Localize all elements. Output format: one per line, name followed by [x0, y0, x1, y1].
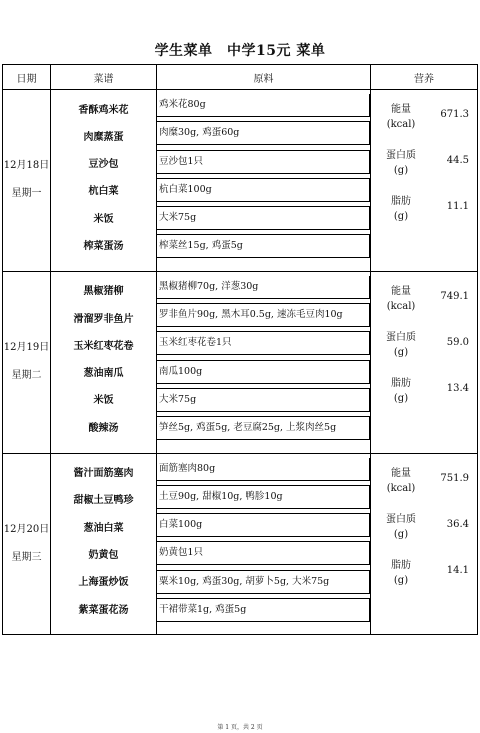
- ingredient-text: 干裙带菜1g, 鸡蛋5g: [157, 598, 370, 622]
- dish-name: 榨菜蛋汤: [83, 240, 124, 252]
- energy-label: 能量: [391, 285, 411, 297]
- protein-value: 59.0: [446, 336, 469, 348]
- protein-row: [371, 508, 477, 554]
- ingredient-text: 杭白菜100g: [157, 178, 370, 202]
- energy-value: 671.3: [440, 109, 469, 120]
- date-cell: [3, 271, 51, 453]
- menu-table: [2, 64, 478, 635]
- dish-name: 黑椒猪柳: [83, 286, 124, 298]
- dish-name: 米饭: [93, 213, 114, 225]
- protein-unit: (g): [393, 346, 409, 358]
- header-nutrition: 营养: [371, 65, 478, 90]
- fat-row: [371, 554, 477, 600]
- energy-row: [371, 280, 477, 326]
- dish-cell: [51, 271, 157, 453]
- ingredients-cell: [157, 90, 371, 272]
- ingredients-cell: [157, 453, 371, 635]
- date-label: 12月18日: [3, 160, 50, 172]
- ingredient-text: 白菜100g: [157, 513, 370, 537]
- dish-name: 上海蛋炒饭: [78, 577, 129, 589]
- fat-label: 脂肪: [391, 559, 411, 571]
- protein-value: 36.4: [446, 518, 469, 530]
- energy-value: 751.9: [440, 472, 469, 484]
- dish-name: 杭白菜: [88, 186, 119, 198]
- fat-row: [371, 372, 477, 418]
- protein-label: 蛋白质: [386, 150, 416, 161]
- ingredient-text: 笋丝5g, 鸡蛋5g, 老豆腐25g, 上浆肉丝5g: [157, 416, 370, 440]
- nutrition-cell: [371, 453, 478, 635]
- day-row: [3, 271, 478, 453]
- protein-row: [371, 144, 477, 190]
- ingredient-text: 黑椒猪柳70g, 洋葱30g: [157, 276, 370, 299]
- dish-name: 玉米红枣花卷: [73, 340, 134, 352]
- energy-row: [371, 462, 477, 508]
- fat-unit: (g): [393, 574, 409, 586]
- ingredient-text: 肉糜30g, 鸡蛋60g: [157, 121, 370, 145]
- energy-label: 能量: [391, 467, 411, 479]
- date-label: 12月20日: [3, 523, 50, 535]
- ingredient-text: 罗非鱼片90g, 黑木耳0.5g, 速冻毛豆肉10g: [157, 303, 370, 327]
- date-cell: [3, 453, 51, 635]
- ingredient-text: 南瓜100g: [157, 360, 370, 384]
- weekday-label: 星期三: [11, 551, 42, 563]
- protein-unit: (g): [393, 165, 409, 176]
- energy-label: 能量: [391, 104, 411, 115]
- fat-value: 14.1: [446, 564, 469, 576]
- day-row: [3, 90, 478, 272]
- ingredient-text: 奶黄包1只: [157, 541, 370, 565]
- fat-row: [371, 190, 477, 236]
- page-title: 学生菜单 中学15元 菜单: [154, 43, 326, 59]
- dish-name: 奶黄包: [88, 549, 119, 561]
- fat-value: 13.4: [446, 382, 469, 394]
- nutrition-cell: [371, 271, 478, 453]
- ingredient-text: 榨菜丝15g, 鸡蛋5g: [157, 234, 370, 258]
- dish-name: 酱汁面筋塞肉: [73, 468, 134, 480]
- dish-name: 葱油南瓜: [83, 368, 124, 380]
- header-dish: 菜谱: [51, 65, 157, 90]
- dish-name: 紫菜蛋花汤: [78, 604, 129, 616]
- header-date: 日期: [3, 65, 51, 90]
- ingredient-text: 粟米10g, 鸡蛋30g, 胡萝卜5g, 大米75g: [157, 570, 370, 594]
- date-label: 12月19日: [3, 342, 50, 354]
- fat-value: 11.1: [446, 201, 469, 212]
- ingredient-text: 鸡米花80g: [157, 94, 370, 117]
- nutrition-cell: [371, 90, 478, 272]
- weekday-label: 星期一: [11, 188, 42, 200]
- protein-label: 蛋白质: [386, 513, 416, 525]
- energy-value: 749.1: [440, 290, 469, 302]
- ingredients-cell: [157, 271, 371, 453]
- weekday-label: 星期二: [11, 370, 42, 382]
- dish-name: 甜椒土豆鸭珍: [73, 495, 134, 507]
- energy-row: [371, 98, 477, 144]
- fat-label: 脂肪: [391, 377, 411, 389]
- dish-name: 滑溜罗非鱼片: [73, 313, 134, 325]
- fat-label: 脂肪: [391, 196, 411, 207]
- dish-name: 酸辣汤: [88, 422, 119, 434]
- protein-row: [371, 326, 477, 372]
- dish-name: 豆沙包: [88, 159, 119, 171]
- page-footer: 第 1 页，共 2 页: [217, 724, 263, 731]
- header-ingredients: 原料: [157, 65, 371, 90]
- energy-unit: (kcal): [386, 482, 416, 494]
- date-cell: [3, 90, 51, 272]
- ingredient-text: 土豆90g, 甜椒10g, 鸭胗10g: [157, 485, 370, 509]
- energy-unit: (kcal): [386, 300, 416, 312]
- protein-label: 蛋白质: [386, 331, 416, 343]
- energy-unit: (kcal): [386, 119, 416, 130]
- ingredient-text: 面筋塞肉80g: [157, 458, 370, 481]
- ingredient-text: 豆沙包1只: [157, 150, 370, 174]
- fat-unit: (g): [393, 211, 409, 222]
- dish-name: 葱油白菜: [83, 522, 124, 534]
- dish-name: 肉糜蒸蛋: [83, 131, 124, 143]
- ingredient-text: 大米75g: [157, 388, 370, 412]
- dish-name: 香酥鸡米花: [78, 104, 129, 116]
- dish-cell: [51, 453, 157, 635]
- fat-unit: (g): [393, 392, 409, 404]
- ingredient-text: 玉米红枣花卷1只: [157, 331, 370, 355]
- dish-name: 米饭: [93, 395, 114, 407]
- dish-cell: [51, 90, 157, 272]
- ingredient-text: 大米75g: [157, 206, 370, 230]
- protein-unit: (g): [393, 528, 409, 540]
- day-row: [3, 453, 478, 635]
- protein-value: 44.5: [446, 155, 469, 166]
- header-row: [3, 65, 478, 90]
